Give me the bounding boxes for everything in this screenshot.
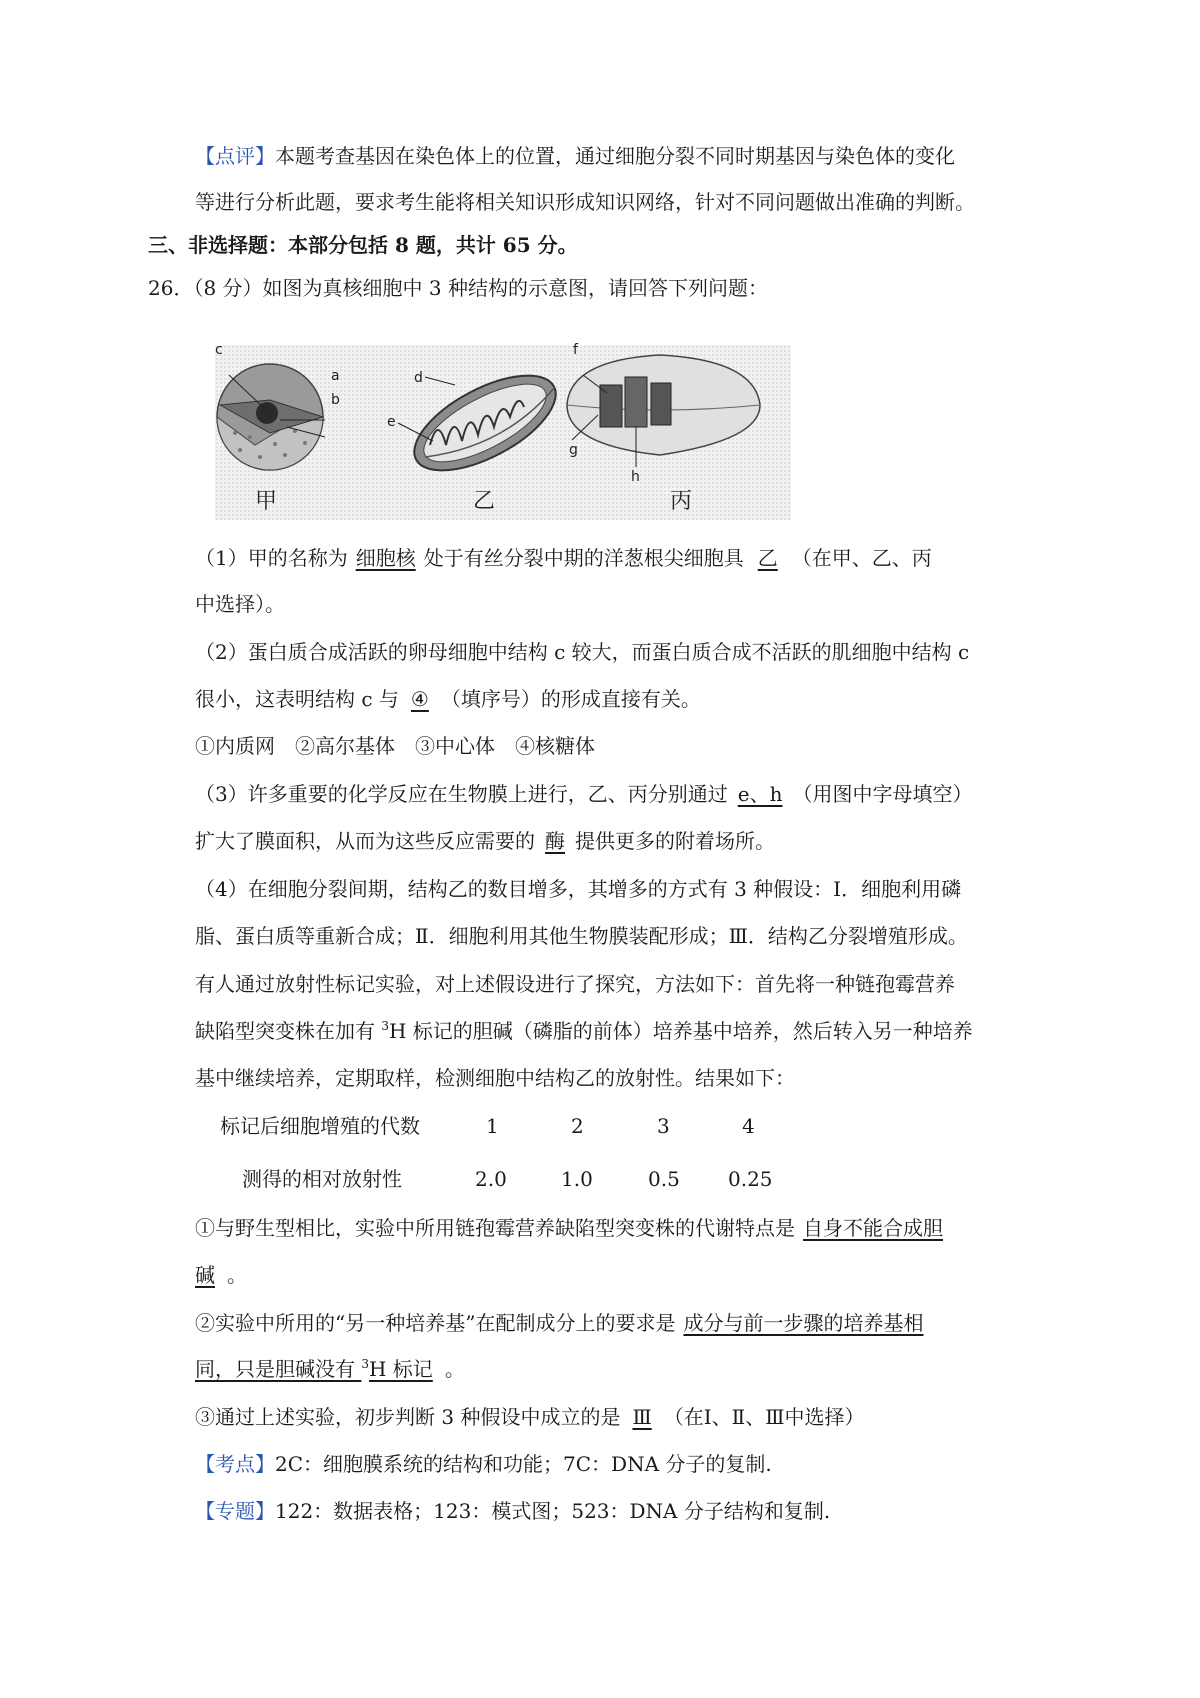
figure-label-h: h — [631, 469, 640, 485]
part-2-options: ①内质网 ②高尔基体 ③中心体 ④核糖体 — [195, 734, 595, 758]
kaodian-text: 2C：细胞膜系统的结构和功能；7C：DNA 分子的复制. — [275, 1452, 772, 1476]
sub-1-text: ①与野生型相比，实验中所用链孢霉营养缺陷型突变株的代谢特点是 — [195, 1216, 795, 1240]
figure-label-c: c — [215, 342, 223, 358]
sub-1-answer-1: 自身不能合成胆 — [803, 1216, 943, 1240]
part-2-line-2 — [195, 689, 701, 709]
part-4-line-5: 基中继续培养，定期取样，检测细胞中结构乙的放射性。结果如下： — [195, 1066, 795, 1090]
sub-2-text: ②实验中所用的“另一种培养基”在配制成分上的要求是 — [195, 1311, 676, 1335]
zhuanti-tag: 【专题】 — [195, 1499, 275, 1523]
figure-label-e: e — [387, 414, 396, 430]
part-4-line-4 — [195, 1021, 973, 1041]
part-2-text-c: （填序号）的形成直接有关。 — [440, 687, 701, 711]
part-3-text-a: （3）许多重要的化学反应在生物膜上进行，乙、丙分别通过 — [195, 782, 728, 806]
part-3-line-2 — [195, 831, 775, 851]
question-stem: 26．（8 分）如图为真核细胞中 3 种结构的示意图，请回答下列问题： — [148, 276, 768, 300]
review-line-1 — [195, 146, 955, 166]
review-tag: 【点评】 — [195, 144, 275, 168]
sub-3-text-b: （在Ⅰ、Ⅱ、Ⅲ中选择） — [663, 1405, 865, 1429]
part-3-answer-2: 酶 — [545, 829, 565, 853]
part-4-line-2: 脂、蛋白质等重新合成；Ⅱ．细胞利用其他生物膜装配形成；Ⅲ．结构乙分裂增殖形成。 — [195, 924, 968, 948]
part-2-line-1: （2）蛋白质合成活跃的卵母细胞中结构 c 较大，而蛋白质合成不活跃的肌细胞中结构 c — [195, 640, 970, 664]
review-line-2: 等进行分析此题，要求考生能将相关知识形成知识网络，针对不同问题做出准确的判断。 — [195, 190, 975, 214]
part-4-superscript: 3 — [381, 1019, 389, 1033]
part-4-line-3: 有人通过放射性标记实验，对上述假设进行了探究，方法如下：首先将一种链孢霉营养 — [195, 972, 955, 996]
table-row-2-value: 1.0 — [561, 1167, 593, 1191]
kaodian-tag: 【考点】 — [195, 1452, 275, 1476]
sub-1-end: 。 — [227, 1263, 247, 1287]
section-heading: 三、非选择题：本部分包括 8 题，共计 65 分。 — [148, 233, 578, 257]
table-row-1-value: 2 — [571, 1114, 584, 1138]
part-1-line-2: 中选择）。 — [195, 592, 285, 616]
table-row-1-value: 3 — [657, 1114, 670, 1138]
sub-1-line-1 — [195, 1218, 945, 1238]
part-4-text-4a: 缺陷型突变株在加有 — [195, 1019, 382, 1043]
sub-1-answer-2: 碱 — [195, 1263, 215, 1287]
mitochondrion-drawing — [398, 356, 570, 489]
zhuanti-text: 122：数据表格；123：模式图；523：DNA 分子结构和复制. — [275, 1499, 831, 1523]
sub-2-answer-2a: 同，只是胆碱没有 — [195, 1357, 362, 1381]
cell-structures-illustration — [215, 342, 791, 520]
figure-caption-bing: 丙 — [670, 489, 693, 514]
part-2-answer: ④ — [410, 687, 429, 711]
part-4-text-4b: H 标记的胆碱（磷脂的前体）培养基中培养，然后转入另一种培养 — [389, 1019, 973, 1043]
table-row-2-label: 测得的相对放射性 — [242, 1167, 402, 1191]
sub-2-answer-1: 成分与前一步骤的培养基相 — [683, 1311, 924, 1335]
figure-label-a: a — [331, 368, 340, 384]
table-row-1-label: 标记后细胞增殖的代数 — [220, 1114, 420, 1138]
table-row-1-value: 1 — [486, 1114, 499, 1138]
sub-2-answer-2b: H 标记 — [369, 1357, 433, 1381]
cell-structures-figure — [215, 342, 791, 520]
part-1-text-a: （1）甲的名称为 — [195, 546, 348, 570]
nucleus-drawing — [217, 364, 325, 470]
part-3-line-1 — [195, 784, 972, 804]
part-2-text-b: 很小，这表明结构 c 与 — [195, 687, 399, 711]
sub-2-end: 。 — [444, 1357, 465, 1381]
figure-label-f: f — [573, 342, 578, 358]
sub-1-line-2 — [195, 1265, 247, 1285]
table-row-2-value: 0.25 — [728, 1167, 773, 1191]
part-3-answer-1: e、h — [737, 782, 783, 806]
figure-label-d: d — [414, 370, 423, 386]
part-1-text-c: （在甲、乙、丙 — [791, 546, 932, 570]
zhuanti-line — [195, 1501, 830, 1521]
figure-caption-jia: 甲 — [255, 489, 278, 514]
table-row-1-value: 4 — [742, 1114, 755, 1138]
part-1-answer-2: 乙 — [757, 546, 778, 570]
part-3-text-d: 提供更多的附着场所。 — [575, 829, 775, 853]
sub-2-line-1 — [195, 1313, 925, 1333]
figure-label-g: g — [569, 442, 578, 458]
part-1-line-1 — [195, 548, 932, 568]
kaodian-line — [195, 1454, 772, 1474]
sub-3-answer: Ⅲ — [632, 1405, 652, 1429]
part-1-answer-1: 细胞核 — [355, 546, 416, 570]
part-3-text-b: （用图中字母填空） — [792, 782, 973, 806]
sub-2-superscript: 3 — [361, 1357, 369, 1371]
sub-3-text-a: ③通过上述实验，初步判断 3 种假设中成立的是 — [195, 1405, 621, 1429]
table-row-2-value: 0.5 — [648, 1167, 680, 1191]
sub-3-line — [195, 1407, 865, 1427]
figure-label-b: b — [331, 392, 340, 408]
sub-2-line-2 — [195, 1359, 465, 1379]
part-3-text-c: 扩大了膜面积，从而为这些反应需要的 — [195, 829, 535, 853]
part-1-text-b: 处于有丝分裂中期的洋葱根尖细胞具 — [423, 546, 744, 570]
part-4-line-1: （4）在细胞分裂间期，结构乙的数目增多，其增多的方式有 3 种假设：Ⅰ．细胞利用磷 — [195, 877, 962, 901]
chloroplast-drawing — [567, 355, 760, 467]
table-row-2-value: 2.0 — [475, 1167, 507, 1191]
review-text-1: 本题考查基因在染色体上的位置，通过细胞分裂不同时期基因与染色体的变化 — [275, 144, 955, 168]
figure-caption-yi: 乙 — [473, 489, 496, 514]
